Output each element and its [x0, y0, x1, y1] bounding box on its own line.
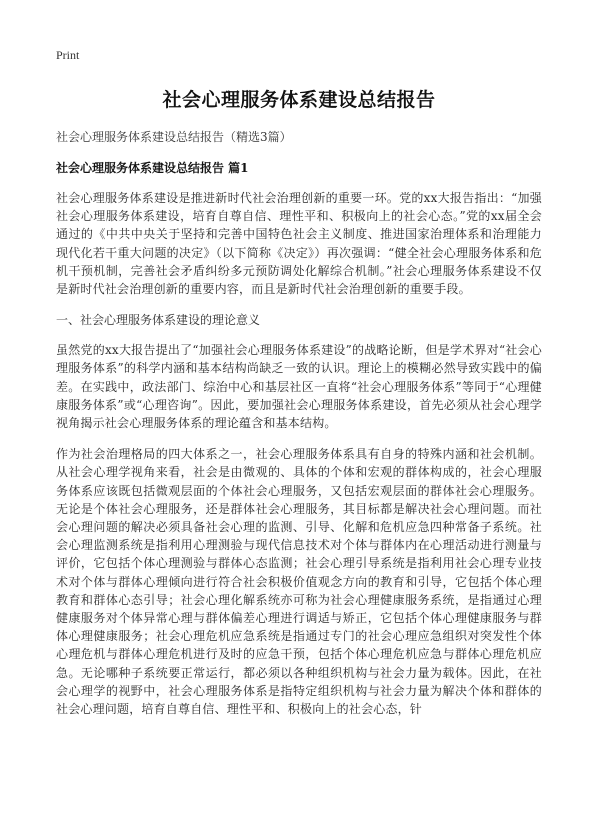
- paragraph-theory-1: 虽然党的xx大报告提出了“加强社会心理服务体系建设”的战略论断，但是学术界对“社会心理服务体系”的科学内涵和基本结构尚缺乏一致的认识。理论上的模糊必然导致实践中的偏差。在实践中，政法部门、综治中心和基层社区一直将“社会心理服务体系”等同于“心理健康服务体系”或“心理咨询”。因此，要加强社会心理服务体系建设，首先必须从社会心理学视角揭示社会心理服务体系的理论蕴含和基本结构。: [56, 343, 542, 431]
- document-title: 社会心理服务体系建设总结报告: [162, 89, 436, 111]
- document-subtitle: 社会心理服务体系建设总结报告（精选3篇）: [56, 130, 292, 144]
- article-heading: 社会心理服务体系建设总结报告 篇1: [56, 161, 249, 175]
- paragraph-intro: 社会心理服务体系建设是推进新时代社会治理创新的重要一环。党的xx大报告指出：“加强社会心理服务体系建设，培育自尊自信、理性平和、积极向上的社会心态。”党的xx届全会通过的《中共中央关于坚持和完善中国特色社会主义制度、推进国家治理体系和治理能力现代化若干重大问题的决定》（以下简称《决定》）再次强调：“健全社会心理服务体系和危机干预机制，完善社会矛盾纠纷多元预防调处化解综合机制。”社会心理服务体系建设不仅是新时代社会治理创新的重要内容，而且是新时代社会治理创新的重要手段。: [56, 191, 542, 297]
- print-link[interactable]: Print: [56, 48, 80, 62]
- section-heading-theory: 一、社会心理服务体系建设的理论意义: [56, 313, 261, 328]
- paragraph-theory-2: 作为社会治理格局的四大体系之一，社会心理服务体系具有自身的特殊内涵和社会机制。从社会心理学视角来看，社会是由微观的、具体的个体和宏观的群体构成的，社会心理服务体系应该既包括微观层面的个体社会心理服务，又包括宏观层面的群体社会心理服务。无论是个体社会心理服务，还是群体社会心理服务，其目标都是解决社会心理问题。而社会心理问题的解决必须具备社会心理的监测、引导、化解和危机应急四种常备子系统。社会心理监测系统是指利用心理测验与现代信息技术对个体与群体内在心理活动进行测量与评价，它包括个体心理测验与群体心态监测；社会心理引导系统是指利用社会心理专业技术对个体与群体心理倾向进行符合社会积极价值观念方向的教育和引导，它包括个体心理教育和群体心态引导；社会心理化解系统亦可称为社会心理健康服务系统，是指通过心理健康服务对个体异常心理与群体偏差心理进行调适与矫正，它包括个体心理健康服务与群体心理健康服务；社会心理危机应急系统是指通过专门的社会心理应急组织对突发性个体心理危机与群体心理危机进行及时的应急干预，包括个体心理危机应急与群体心理危机应急。无论哪种子系统要正常运行，都必须以各种组织机构与社会力量为载体。因此，在社会心理学的视野中，社会心理服务体系是指特定组织机构与社会力量为解决个体和群体的社会心理问题，培育自尊自信、理性平和、积极向上的社会心态，针: [56, 447, 542, 717]
